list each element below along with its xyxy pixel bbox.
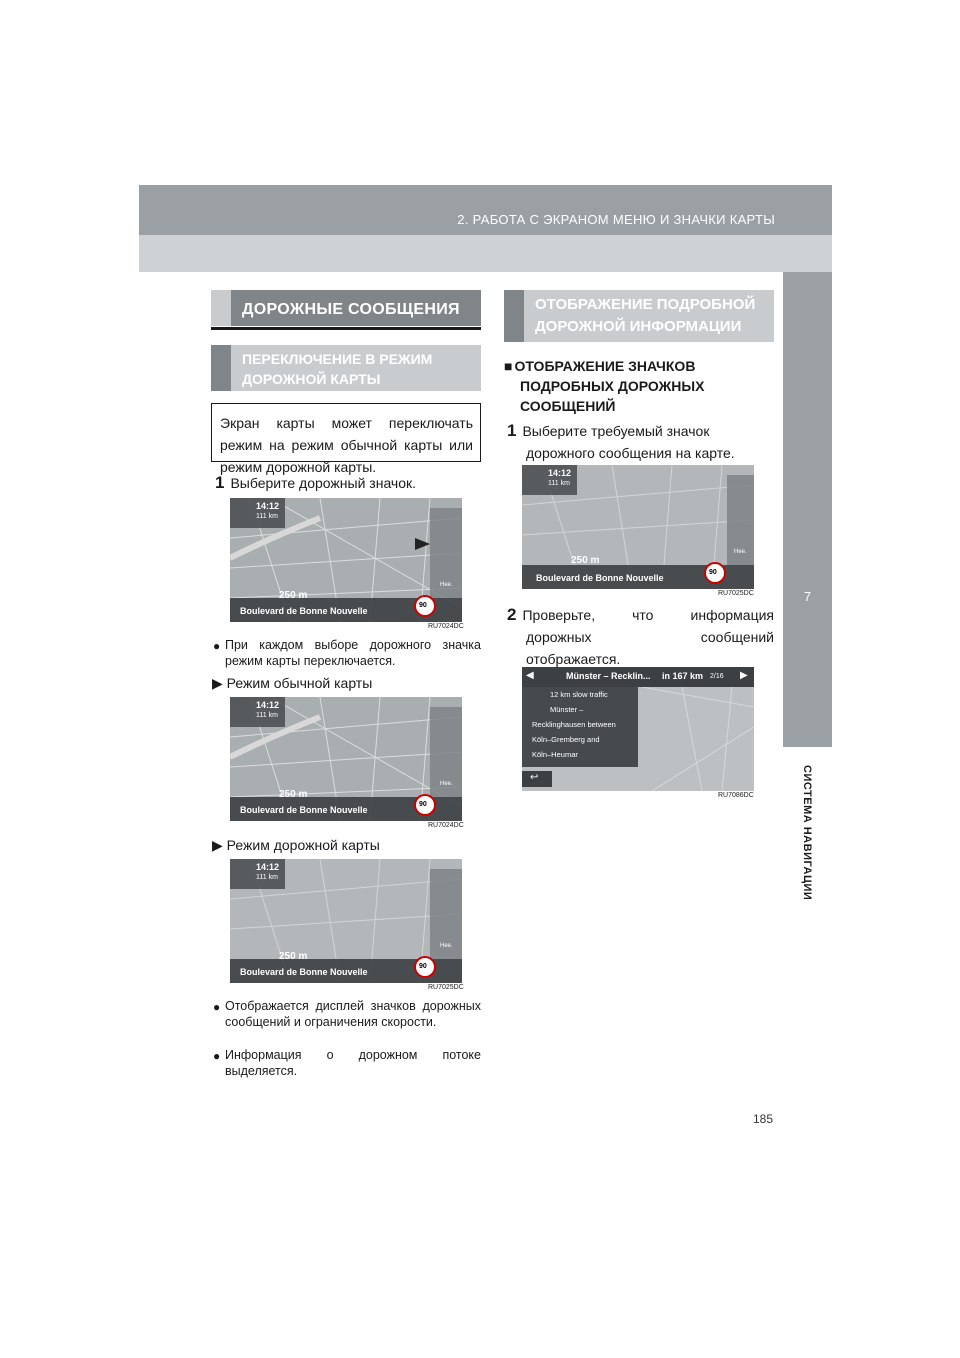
step-number: 1 xyxy=(215,473,225,492)
chapter-tab xyxy=(783,272,832,747)
mode-traffic xyxy=(212,834,380,856)
step-text-l2: дорожных сообщений xyxy=(526,629,774,645)
detail-title: Münster – Recklin... xyxy=(566,671,651,681)
figure-code: RU7086DC xyxy=(718,792,754,799)
map-turn-distance: 250 m xyxy=(279,951,308,962)
chapter-label-container xyxy=(793,765,821,905)
subhead-line2: ПОДРОБНЫХ ДОРОЖНЫХ xyxy=(520,378,705,394)
figure-code: RU7025DC xyxy=(718,590,754,597)
info-box xyxy=(211,403,481,475)
info-box-text: Экран карты может переключать режим на режим обычной карты или режим дорожной карты. xyxy=(220,415,473,475)
bullet-icon: ● xyxy=(213,1000,221,1014)
map-screenshot-2 xyxy=(230,697,462,821)
speed-limit: 90 xyxy=(419,963,427,970)
detail-distance: in 167 km xyxy=(662,671,704,681)
triangle-icon: ▶ xyxy=(212,837,223,853)
triangle-icon: ▶ xyxy=(212,675,223,691)
step-text-l1: Выберите требуемый значок xyxy=(522,423,710,439)
prev-arrow-icon[interactable]: ◀ xyxy=(526,670,534,681)
note-text: При каждом выборе дорожного значка режим карты переключается. xyxy=(225,638,481,668)
note-text: Отображается дисплей значков дорожных сообщений и ограничения скорости. xyxy=(225,999,481,1029)
map-time: 14:12 xyxy=(256,700,280,710)
mode-normal xyxy=(212,672,372,694)
step-text: Выберите дорожный значок. xyxy=(230,475,417,491)
section-line1: ОТОБРАЖЕНИЕ ПОДРОБНОЙ xyxy=(535,296,756,313)
header-bar xyxy=(139,185,832,235)
subsection-line1: ПЕРЕКЛЮЧЕНИЕ В РЕЖИМ xyxy=(242,351,433,367)
section-heading-detail xyxy=(504,290,774,342)
subsection-heading xyxy=(211,345,481,391)
section-heading-traffic xyxy=(211,290,481,326)
speed-limit: 90 xyxy=(419,801,427,808)
detail-line5: Köln–Heumar xyxy=(532,750,578,759)
map-distance: 111 km xyxy=(256,874,278,881)
map-street: Boulevard de Bonne Nouvelle xyxy=(536,573,664,583)
figure-code: RU7024DC xyxy=(428,822,464,829)
map-screenshot-4 xyxy=(522,465,754,589)
speed-limit: 90 xyxy=(709,569,717,576)
next-arrow-icon[interactable]: ▶ xyxy=(740,670,748,681)
chapter-label: СИСТЕМА НАВИГАЦИИ xyxy=(801,765,813,901)
note-text: Информация о дорожном потоке выделяется. xyxy=(225,1048,481,1078)
map-distance: 111 km xyxy=(548,480,570,487)
map-street: Boulevard de Bonne Nouvelle xyxy=(240,606,368,616)
section-heading-text: ДОРОЖНЫЕ СООБЩЕНИЯ xyxy=(242,301,460,318)
subhead-text: ОТОБРАЖЕНИЕ ЗНАЧКОВ xyxy=(514,358,696,374)
map-time: 14:12 xyxy=(548,468,572,478)
map-screenshot-1 xyxy=(230,498,462,622)
square-icon: ■ xyxy=(504,358,513,374)
mode-normal-text: Режим обычной карты xyxy=(226,675,373,691)
page-number: 185 xyxy=(753,1112,774,1126)
step-1 xyxy=(215,472,416,494)
bullet-icon: ● xyxy=(213,1049,221,1063)
detail-page: 2/16 xyxy=(710,673,724,680)
figure-code: RU7024DC xyxy=(428,623,464,630)
divider xyxy=(211,327,481,330)
note-2 xyxy=(213,998,481,1030)
map-heading: Hee. xyxy=(440,943,453,949)
traffic-detail-screenshot xyxy=(522,667,754,791)
step2-row1 xyxy=(507,604,774,626)
subhead-detail xyxy=(504,356,774,416)
detail-line2: Münster – xyxy=(550,705,584,714)
right-step-1 xyxy=(507,420,774,464)
map-heading: Hee. xyxy=(440,781,453,787)
step-text-l2: дорожного сообщения на карте. xyxy=(526,445,735,461)
map-time: 14:12 xyxy=(256,501,280,511)
map-heading: Hee. xyxy=(734,549,747,555)
detail-line1: 12 km slow traffic xyxy=(550,690,608,699)
map-turn-distance: 250 m xyxy=(279,590,308,601)
subhead-row1 xyxy=(504,356,774,376)
bullet-icon: ● xyxy=(213,639,221,653)
map-heading: Hee. xyxy=(440,582,453,588)
note-3 xyxy=(213,1047,481,1079)
map-distance: 111 km xyxy=(256,712,278,719)
step-number: 2 xyxy=(507,605,517,624)
map-street: Boulevard de Bonne Nouvelle xyxy=(240,967,368,977)
speed-limit: 90 xyxy=(419,602,427,609)
header-strip xyxy=(139,235,832,272)
step-text-l1: Проверьте, что информация xyxy=(522,607,774,623)
detail-line4: Köln–Gremberg and xyxy=(532,735,600,744)
step-number: 1 xyxy=(507,421,517,440)
map-turn-distance: 250 m xyxy=(279,789,308,800)
figure-code: RU7025DC xyxy=(428,984,464,991)
section-line2: ДОРОЖНОЙ ИНФОРМАЦИИ xyxy=(535,318,742,335)
map-time: 14:12 xyxy=(256,862,280,872)
subsection-line2: ДОРОЖНОЙ КАРТЫ xyxy=(242,371,381,387)
detail-line3: Recklinghausen between xyxy=(532,720,616,729)
subhead-line3: СООБЩЕНИЙ xyxy=(520,398,616,414)
header-title: 2. РАБОТА С ЭКРАНОМ МЕНЮ И ЗНАЧКИ КАРТЫ xyxy=(457,212,775,227)
map-turn-distance: 250 m xyxy=(571,555,600,566)
chapter-number: 7 xyxy=(803,589,812,604)
mode-traffic-text: Режим дорожной карты xyxy=(226,837,380,853)
right-step-2 xyxy=(507,604,774,670)
note-1 xyxy=(213,637,481,669)
map-street: Boulevard de Bonne Nouvelle xyxy=(240,805,368,815)
subhead-line1 xyxy=(514,356,774,376)
map-distance: 111 km xyxy=(256,513,278,520)
map-screenshot-3 xyxy=(230,859,462,983)
back-arrow-icon[interactable]: ↩ xyxy=(530,772,539,783)
step-text-l3: отображается. xyxy=(526,651,621,667)
